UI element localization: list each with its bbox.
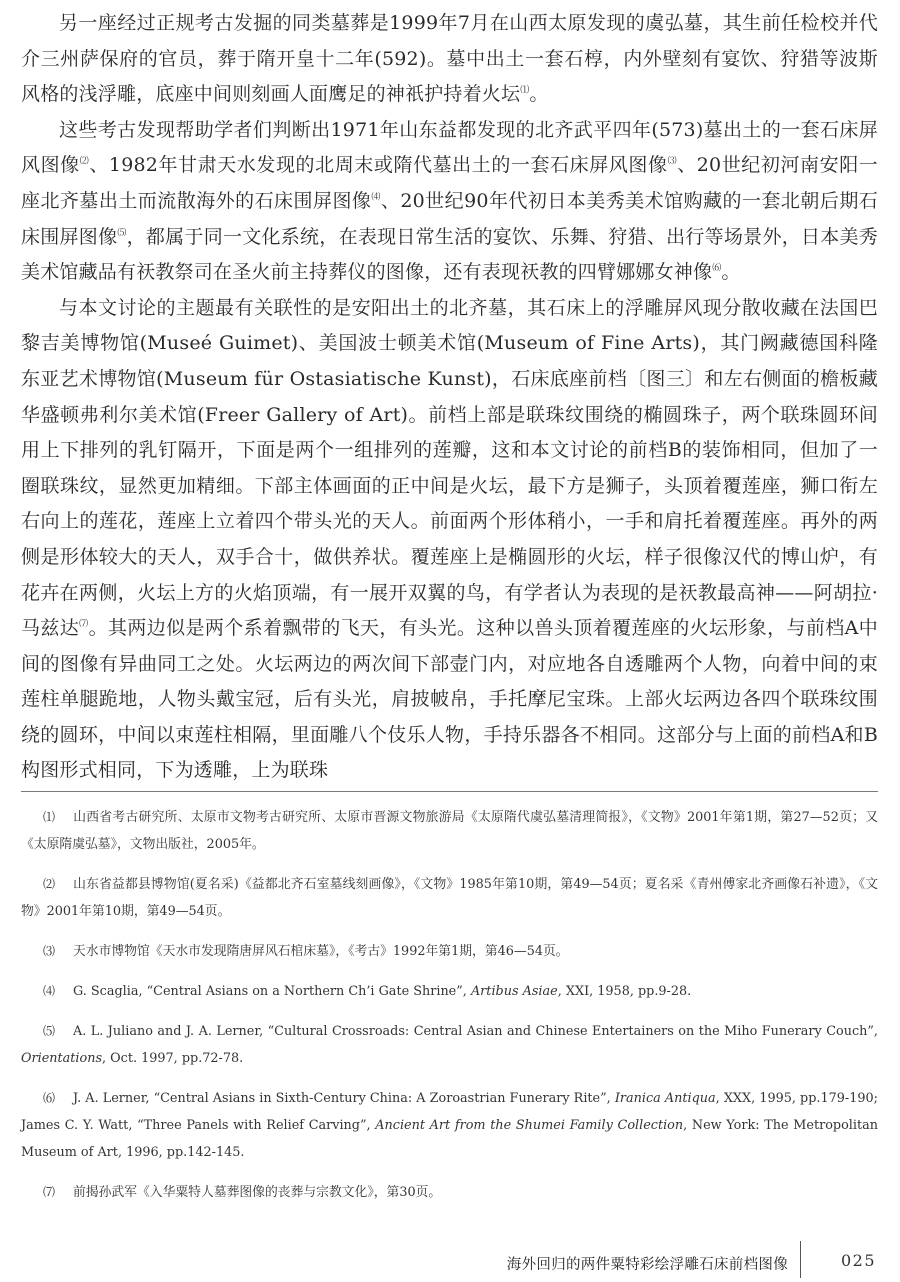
text-run: 。 (529, 83, 549, 106)
text-run: , XXI, 1958, pp.9-28. (557, 984, 692, 999)
running-footer-title: 海外回归的两件粟特彩绘浮雕石床前档图像 (506, 1257, 788, 1273)
footnote-item (21, 1179, 878, 1206)
page-number: 025 (840, 1251, 876, 1270)
footnote-item (21, 978, 878, 1005)
text-run: 、1982年甘肃天水发现的北周末或隋代墓出土的一套石床屏风图像 (89, 154, 668, 177)
footnote-item (21, 938, 878, 965)
footnote-reference: ⑵ (79, 157, 90, 168)
footnote-item (21, 871, 878, 925)
paragraph-3 (21, 291, 878, 789)
text-run: 另一座经过正规考古发掘的同类墓葬是1999年7月在山西太原发现的虞弘墓，其生前任检校并代介三州萨保府的官员，葬于隋开皇十二年(592)。墓中出土一套石椁，内外壁刻有宴饮、狩猎等波斯风格的浅浮雕，底座中间则刻画人面鹰足的神祇护持着火坛 (21, 12, 878, 106)
text-run: 、20世纪初河南安阳一座北齐墓出土而流散海外的石床围屏图像 (21, 154, 879, 212)
paragraph-2 (21, 113, 878, 291)
text-run: , New York: The Metropolitan Museum of Art, 1996, pp.142-145. (21, 1118, 878, 1160)
text-run: 山东省益都县博物馆(夏名采)《益都北齐石室墓线刻画像》，《文物》1985年第10期，第49—54页；夏名采《青州傅家北齐画像石补遗》，《文物》2001年第10期，第49—54页。 (21, 877, 878, 919)
footnote-text (21, 877, 878, 919)
footnote-number: ⑺ (42, 1185, 55, 1199)
text-run: 。 (721, 261, 741, 284)
footnote-number: ⑷ (42, 984, 55, 998)
text-run: 、20世纪90年代初日本美秀美术馆购藏的一套北朝后期石床围屏图像 (21, 189, 878, 248)
footnote-reference: ⑸ (117, 228, 127, 239)
text-run: 这些考古发现帮助学者们判断出1971年山东益都发现的北齐武平四年(573)墓出土的一套石床屏风图像 (21, 118, 878, 177)
footnote-reference: ⑷ (371, 192, 381, 203)
footnote-text (73, 984, 691, 999)
text-run: 天水市博物馆《天水市发现隋唐屏风石棺床墓》，《考古》1992年第1期，第46—54页。 (73, 944, 569, 959)
footnote-item (21, 804, 878, 858)
footnote-reference: ⑴ (520, 85, 530, 96)
footnote-text (21, 1091, 878, 1160)
footnote-reference: ⑹ (712, 263, 722, 274)
text-run: , Oct. 1997, pp.72-78. (102, 1051, 244, 1066)
footer-divider (800, 1241, 801, 1278)
text-run: J. A. Lerner, “Central Asians in Sixth-Century China: A Zoroastrian Funerary Rite”, (73, 1091, 615, 1106)
text-run: ，都属于同一文化系统，在表现日常生活的宴饮、乐舞、狩猎、出行等场景外，日本美秀美术馆藏品有祆教祭司在圣火前主持葬仪的图像，还有表现祆教的四臂娜娜女神像 (21, 225, 878, 284)
footnote-number: ⑵ (42, 877, 55, 891)
footnote-number: ⑴ (42, 810, 55, 824)
footnote-divider (21, 791, 878, 792)
footnote-reference: ⑶ (667, 157, 678, 168)
italic-title: Iranica Antiqua (614, 1091, 716, 1106)
text-run: 前揭孙武军《入华粟特人墓葬图像的丧葬与宗教文化》，第30页。 (73, 1185, 442, 1200)
footnote-text (21, 1024, 878, 1066)
footnote-number: ⑸ (42, 1024, 55, 1038)
footnote-text (73, 1185, 441, 1200)
text-run: G. Scaglia, “Central Asians on a Northern Ch’i Gate Shrine”, (73, 984, 471, 999)
italic-title: Orientations (21, 1051, 103, 1066)
footnote-item (21, 1085, 878, 1166)
text-run: 与本文讨论的主题最有关联性的是安阳出土的北齐墓，其石床上的浮雕屏风现分散收藏在法国巴黎吉美博物馆(Museé Guimet)、美国波士顿美术馆(Museum of Fine Arts)，其门阙藏德国科隆东亚艺术博物馆(Museum für Ostasiatische Kunst)，石床底座前档〔图三〕和左右侧面的檐板藏华盛顿弗利尔美术馆(Freer Gallery of Art)。前档上部是联珠纹围绕的椭圆珠子，两个联珠圆环间用上下排列的乳钉隔开，下面是两个一组排列的莲瓣，这和本文讨论的前档B的装饰相同，但加了一圈联珠纹，显然更加精细。下部主体画面的正中间是火坛，最下方是狮子，头顶着覆莲座，狮口衔左右向上的莲花，莲座上立着四个带头光的天人。前面两个形体稍小，一手和肩托着覆莲座。再外的两侧是形体较大的天人，双手合十，做供养状。覆莲座上是椭圆形的火坛，样子很像汉代的博山炉，有花卉在两侧，火坛上方的火焰顶端，有一展开双翼的鸟，有学者认为表现的是祆教最高神——阿胡拉·马兹达 (21, 296, 878, 640)
footnote-text (21, 810, 878, 852)
text-run: , XXX, 1995, pp.179-190; James C. Y. Watt, “Three Panels with Relief Carving”, (21, 1091, 878, 1133)
footnote-number: ⑹ (42, 1091, 55, 1105)
footnote-reference: ⑺ (79, 619, 89, 630)
text-run: 山西省考古研究所、太原市文物考古研究所、太原市晋源文物旅游局《太原隋代虞弘墓清理简报》，《文物》2001年第1期，第27—52页；又《太原隋虞弘墓》，文物出版社，2005年。 (21, 810, 878, 852)
footnote-text (73, 944, 569, 959)
text-run: A. L. Juliano and J. A. Lerner, “Cultural Crossroads: Central Asian and Chinese Entertainers on the Miho Funerary Couch”, (73, 1024, 878, 1039)
italic-title: Artibus Asiae (470, 984, 558, 999)
italic-title: Ancient Art from the Shumei Family Collection (375, 1118, 684, 1133)
paragraph-1 (21, 6, 878, 113)
footnote-item (21, 1018, 878, 1072)
text-run: 。其两边似是两个系着飘带的飞天，有头光。这种以兽头顶着覆莲座的火坛形象，与前档A中间的图像有异曲同工之处。火坛两边的两次间下部壸门内，对应地各自透雕两个人物，向着中间的束莲柱单腿跪地，人物头戴宝冠，后有头光，肩披帔帛，手托摩尼宝珠。上部火坛两边各四个联珠纹围绕的圆环，中间以束莲柱相隔，里面雕八个伎乐人物，手持乐器各不相同。这部分与上面的前档A和B构图形式相同，下为透雕，上为联珠 (21, 617, 878, 782)
footnote-number: ⑶ (42, 944, 55, 958)
footnotes (21, 804, 878, 1219)
main-body-text (21, 6, 878, 789)
